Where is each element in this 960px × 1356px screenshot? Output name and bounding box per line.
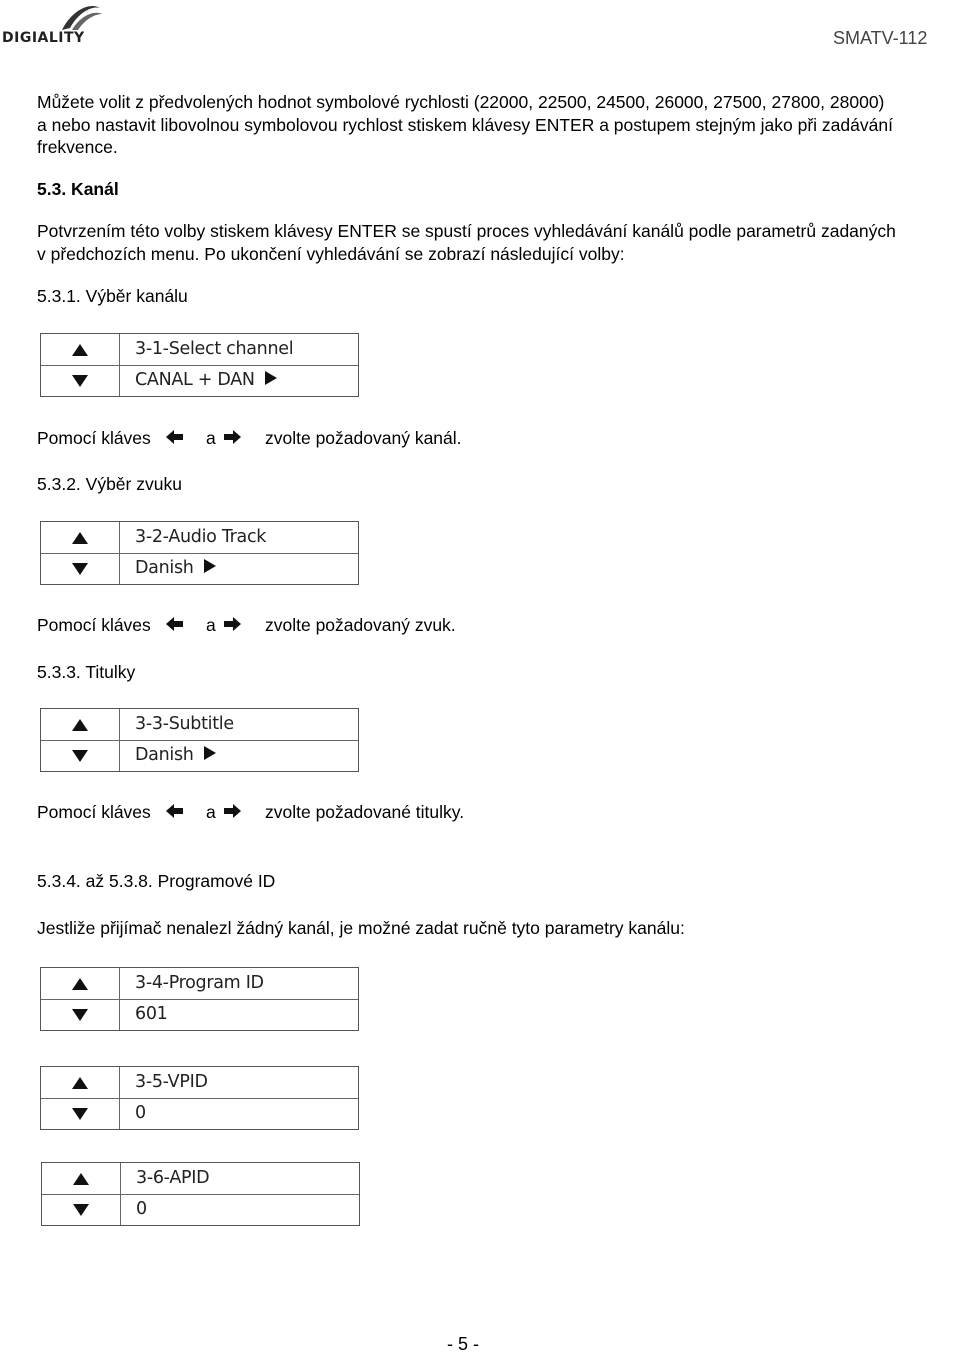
instruction-suffix: zvolte požadovaný zvuk. — [265, 615, 456, 635]
left-arrow-key-icon — [166, 803, 184, 819]
instruction-titulky — [37, 800, 537, 824]
subsection-heading-titulky: 5.3.3. Titulky — [37, 662, 136, 682]
menu-value-text: Danish — [135, 745, 194, 765]
down-triangle-icon — [41, 999, 120, 1030]
instruction-and: a — [206, 428, 216, 448]
menu-title: 3-3-Subtitle — [135, 714, 234, 734]
right-arrow-key-icon — [224, 429, 242, 445]
digiality-logo — [2, 2, 112, 48]
menu-value: 0 — [136, 1199, 147, 1219]
menu-value: 601 — [135, 1004, 168, 1024]
menu-value — [135, 740, 216, 771]
menu-title: 3-1-Select channel — [135, 339, 294, 359]
programove-id-text: Jestliže přijímač nenalezl žádný kanál, je možné zadat ručně tyto parametry kanálu: — [37, 918, 685, 938]
subsection-heading-programove-id: 5.3.4. až 5.3.8. Programové ID — [37, 871, 276, 891]
up-triangle-icon — [41, 1067, 120, 1098]
menu-subtitle — [40, 708, 359, 772]
right-triangle-icon — [265, 371, 277, 385]
down-triangle-icon — [41, 1098, 120, 1129]
logo-text: DIGIALITY — [2, 30, 85, 46]
menu-value — [135, 365, 277, 396]
menu-title: 3-2-Audio Track — [135, 527, 267, 547]
down-triangle-icon — [42, 1194, 121, 1225]
menu-value-text: CANAL + DAN — [135, 370, 255, 390]
right-triangle-icon — [204, 559, 216, 573]
up-triangle-icon — [41, 709, 120, 740]
instruction-and: a — [206, 802, 216, 822]
right-triangle-icon — [204, 746, 216, 760]
up-triangle-icon — [41, 968, 120, 999]
subsection-heading-vyber-kanalu: 5.3.1. Výběr kanálu — [37, 286, 188, 306]
right-arrow-key-icon — [224, 616, 242, 632]
instruction-kanal — [37, 426, 537, 450]
instruction-suffix: zvolte požadovaný kanál. — [265, 428, 462, 448]
instruction-and: a — [206, 615, 216, 635]
menu-title: 3-5-VPID — [135, 1072, 208, 1092]
document-code: SMATV-112 — [833, 28, 928, 48]
left-arrow-key-icon — [166, 429, 184, 445]
menu-title: 3-4-Program ID — [135, 973, 264, 993]
menu-select-channel — [40, 333, 359, 397]
right-arrow-key-icon — [224, 803, 242, 819]
instruction-prefix: Pomocí kláves — [37, 615, 151, 635]
up-triangle-icon — [41, 522, 120, 553]
up-triangle-icon — [42, 1163, 121, 1194]
kanal-line-2: v předchozích menu. Po ukončení vyhledávání se zobrazí následující volby: — [37, 244, 625, 264]
instruction-prefix: Pomocí kláves — [37, 428, 151, 448]
menu-value — [135, 553, 216, 584]
section-heading-kanal: 5.3. Kanál — [37, 179, 119, 199]
menu-vpid — [40, 1066, 359, 1130]
instruction-zvuk — [37, 613, 537, 637]
intro-line-1: Můžete volit z předvolených hodnot symbolové rychlosti (22000, 22500, 24500, 26000, 27500, 27800, 28000) — [37, 92, 885, 112]
menu-value-text: Danish — [135, 558, 194, 578]
instruction-prefix: Pomocí kláves — [37, 802, 151, 822]
down-triangle-icon — [41, 553, 120, 584]
menu-audio-track — [40, 521, 359, 585]
menu-title: 3-6-APID — [136, 1168, 210, 1188]
intro-line-3: frekvence. — [37, 137, 118, 157]
kanal-line-1: Potvrzením této volby stiskem klávesy ENTER se spustí proces vyhledávání kanálů podle parametrů zadaných — [37, 221, 896, 241]
menu-apid — [41, 1162, 360, 1226]
menu-value: 0 — [135, 1103, 146, 1123]
menu-program-id — [40, 967, 359, 1031]
subsection-heading-vyber-zvuku: 5.3.2. Výběr zvuku — [37, 474, 182, 494]
down-triangle-icon — [41, 740, 120, 771]
up-triangle-icon — [41, 334, 120, 365]
page-number: - 5 - — [447, 1334, 480, 1354]
down-triangle-icon — [41, 365, 120, 396]
instruction-suffix: zvolte požadované titulky. — [265, 802, 465, 822]
intro-line-2: a nebo nastavit libovolnou symbolovou rychlost stiskem klávesy ENTER a postupem stejným jako při zadávání — [37, 115, 893, 135]
left-arrow-key-icon — [166, 616, 184, 632]
